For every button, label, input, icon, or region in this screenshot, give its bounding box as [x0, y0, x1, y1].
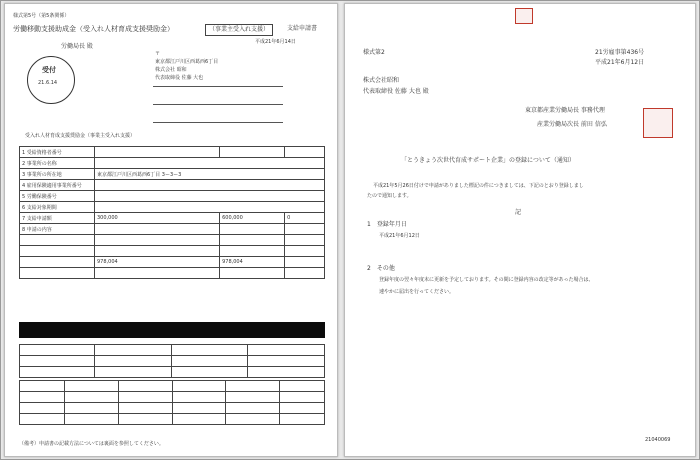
notification-letter-page	[344, 3, 696, 457]
divider	[153, 104, 283, 105]
ki-marker: 記	[515, 209, 522, 216]
recipient: 労働局長 殿	[61, 43, 93, 50]
table-label: 1 受給資格者番号	[20, 147, 95, 158]
sender-line-1: 東京都産業労働局長 事務代理	[525, 107, 605, 114]
letter-form-number: 様式第2	[363, 49, 385, 56]
table-label: 7 支給申請額	[20, 213, 95, 224]
item-2-text: 登録年度の翌々年度末に更新を予定しております。その間に登録内容の改定等があった場合は、	[379, 277, 594, 283]
table-label: 8 申請の内容	[20, 224, 95, 235]
sender-line-2: 産業労働局次長 前田 信弘	[537, 121, 607, 128]
form-footer-note: （備考）申請書の記載方法については裏面を参照してください。	[19, 441, 164, 447]
applicant-line: 代表取締役 佐藤 大也	[155, 75, 204, 81]
letter-body: たので通知します。	[367, 193, 412, 199]
signature-table	[19, 380, 325, 425]
applicant-line: 株式会社 昭和	[155, 67, 187, 73]
official-seal	[643, 108, 673, 138]
letter-subject: 「とうきょう次世代育成サポート企業」の登録について（通知）	[401, 157, 575, 164]
form-title-right: 支給申請書	[287, 25, 318, 32]
document-number: 21労雇事第436号	[595, 49, 645, 56]
amount-cell: 300,000	[95, 213, 220, 224]
application-form-page	[4, 3, 338, 457]
divider	[153, 122, 283, 123]
form-table	[19, 146, 325, 279]
table-label: 2 事業所の名称	[20, 158, 95, 169]
letter-body: 平成21年5月26日付けで申請がありました標記の件につきましては、下記のとおり登録しまし	[373, 183, 584, 189]
document-id: 21040069	[645, 437, 671, 443]
table-label: 3 事業所の所在地	[20, 169, 95, 180]
top-seal	[515, 8, 533, 24]
form-title: 労働移動支援助成金（受入れ人材育成支援奨励金）	[13, 25, 174, 33]
form-number: 様式第5号（第5条関係）	[13, 13, 70, 19]
form-table-lower	[19, 344, 325, 378]
redaction-bar	[19, 322, 325, 338]
form-title-box: （事業主受入れ支援）	[205, 24, 273, 36]
total-cell: 978,004	[220, 257, 285, 268]
address-cell: 東京都江戸川区西葛西6丁目 3ー3ー3	[95, 169, 325, 180]
item-2-text: 速やかに届出を行ってください。	[379, 289, 455, 295]
document-date: 平成21年6月12日	[595, 59, 645, 66]
amount-cell: 0	[285, 213, 325, 224]
reception-stamp: 受付 21.6.14	[27, 56, 75, 104]
applicant-line: 〒	[155, 51, 161, 57]
table-label: 4 雇用保険適用事業所番号	[20, 180, 95, 191]
item-1-value: 平成21年6月12日	[379, 233, 420, 239]
total-cell: 978,004	[95, 257, 220, 268]
item-2-label: 2 その他	[367, 265, 395, 272]
item-1-label: 1 登録年月日	[367, 221, 407, 228]
addressee-company: 株式会社昭和	[363, 77, 400, 84]
addressee-person: 代表取締役 佐藤 大也 殿	[363, 88, 429, 95]
table-label: 6 支給対象期間	[20, 202, 95, 213]
applicant-line: 東京都江戸川区西葛西6丁目	[155, 59, 219, 65]
section-heading: 受入れ人材育成支援奨励金（事業主受入れ支援）	[25, 133, 136, 139]
amount-cell: 600,000	[220, 213, 285, 224]
table-label: 5 労働保険番号	[20, 191, 95, 202]
divider	[153, 86, 283, 87]
application-date: 平成21年6月14日	[255, 39, 296, 45]
